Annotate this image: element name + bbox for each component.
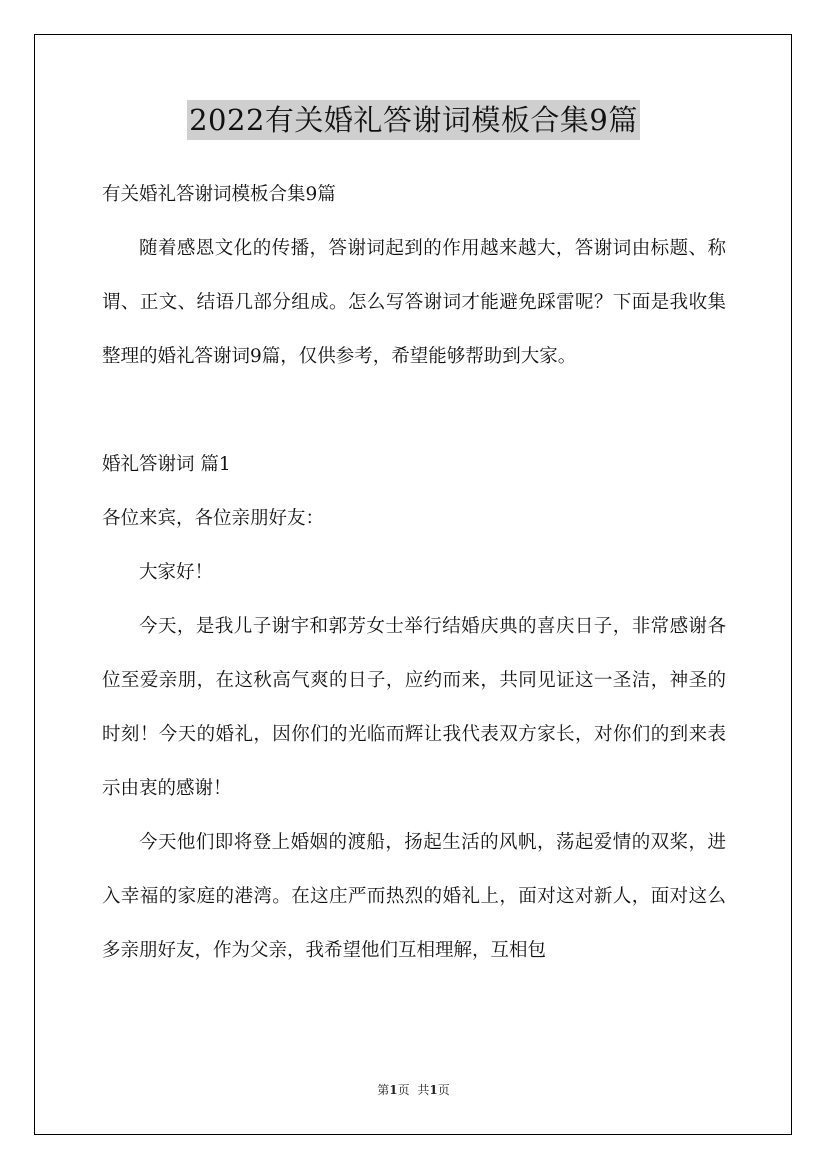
title-container <box>0 100 827 140</box>
body-paragraph-1: 今天，是我儿子谢宇和郭芳女士举行结婚庆典的喜庆日子，非常感谢各位至爱亲朋，在这秋高气爽的日子，应约而来，共同见证这一圣洁，神圣的时刻！今天的婚礼，因你们的光临而辉让我代表双方家长，对你们的到来表示由衷的感谢！ <box>102 616 726 799</box>
page-prefix: 第 <box>377 1083 390 1097</box>
document-title: 2022有关婚礼答谢词模板合集9篇 <box>187 100 640 140</box>
document-subtitle: 有关婚礼答谢词模板合集9篇 <box>102 184 336 205</box>
page-footer <box>0 1082 827 1098</box>
page-number: 1 <box>389 1083 398 1097</box>
total-suffix: 页 <box>437 1083 450 1097</box>
total-prefix: 共 <box>417 1083 430 1097</box>
salutation: 各位来宾，各位亲朋好友： <box>102 508 325 529</box>
section-heading: 婚礼答谢词 篇1 <box>102 454 231 475</box>
total-pages: 1 <box>429 1083 438 1097</box>
document-body <box>102 168 726 978</box>
intro-paragraph: 随着感恩文化的传播，答谢词起到的作用越来越大，答谢词由标题、称谓、正文、结语几部分组成。怎么写答谢词才能避免踩雷呢？下面是我收集整理的婚礼答谢词9篇，仅供参考，希望能够帮助到大家。 <box>102 238 726 367</box>
section-spacer <box>102 384 726 438</box>
body-paragraph-2: 今天他们即将登上婚姻的渡船，扬起生活的风帆，荡起爱情的双桨，进入幸福的家庭的港湾。在这庄严而热烈的婚礼上，面对这对新人，面对这么多亲朋好友，作为父亲，我希望他们互相理解，互相包 <box>102 832 726 961</box>
page-suffix: 页 <box>397 1083 410 1097</box>
greeting: 大家好！ <box>139 562 214 583</box>
